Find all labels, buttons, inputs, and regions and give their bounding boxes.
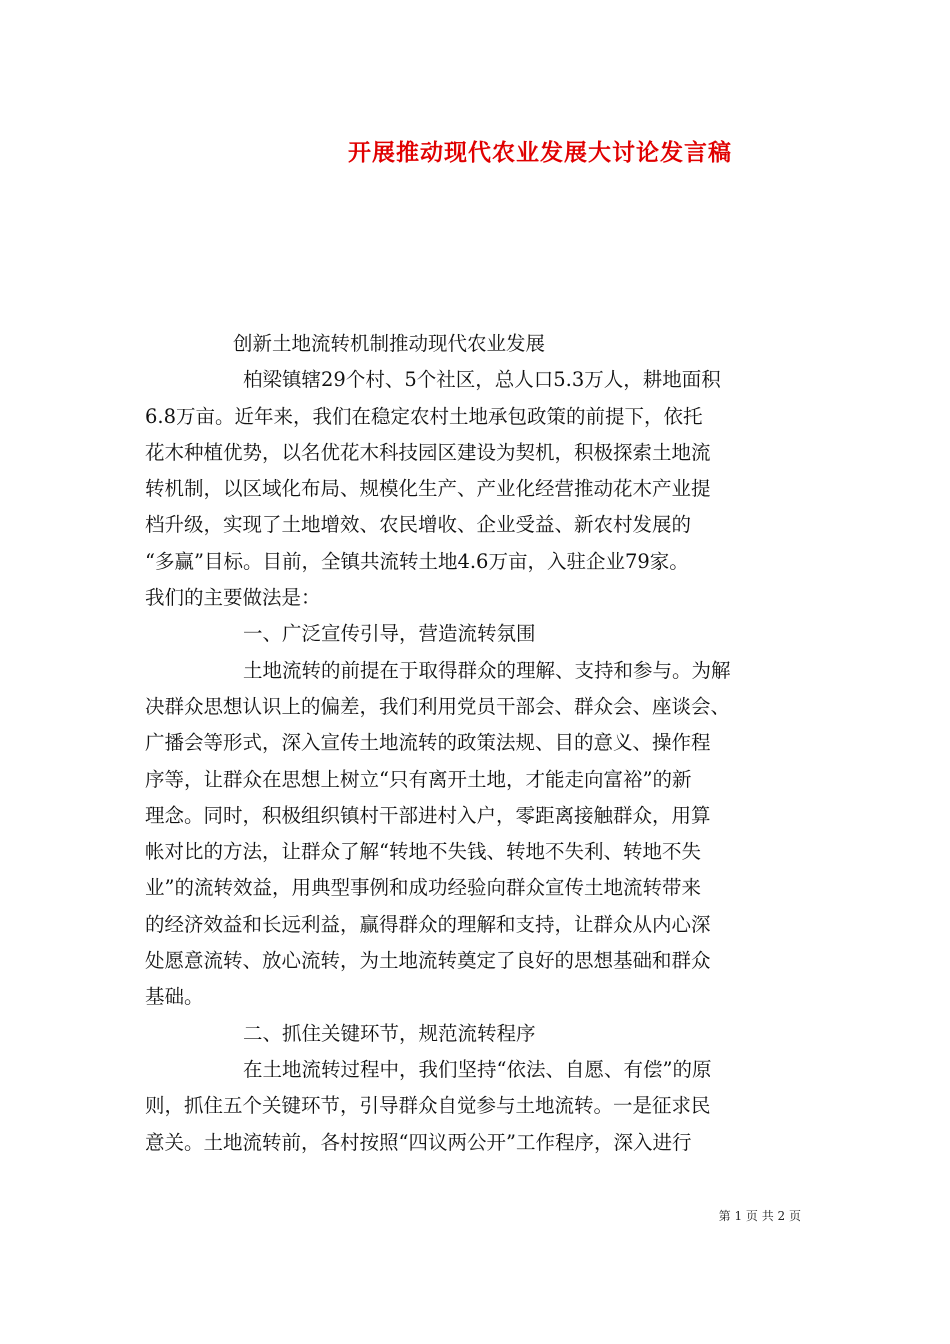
paragraph-line: 序等，让群众在思想上树立“只有离开土地，才能走向富裕”的新 bbox=[145, 767, 692, 791]
paragraph-line: 帐对比的方法，让群众了解“转地不失钱、转地不失利、转地不失 bbox=[145, 840, 701, 864]
paragraph-line: 处愿意流转、放心流转，为土地流转奠定了良好的思想基础和群众 bbox=[145, 949, 711, 973]
paragraph-line: 柏梁镇辖29个村、5个社区，总人口5.3万人，耕地面积 bbox=[243, 368, 721, 392]
paragraph-line: 业”的流转效益，用典型事例和成功经验向群众宣传土地流转带来 bbox=[145, 876, 701, 900]
page-footer: 第 1 页 共 2 页 bbox=[718, 1209, 801, 1223]
paragraph-line: 档升级，实现了土地增效、农民增收、企业受益、新农村发展的 bbox=[145, 513, 692, 537]
paragraph-line: 在土地流转过程中，我们坚持“依法、自愿、有偿”的原 bbox=[243, 1057, 712, 1081]
paragraph-line: 广播会等形式，深入宣传土地流转的政策法规、目的意义、操作程 bbox=[145, 731, 711, 755]
paragraph-line: 则，抓住五个关键环节，引导群众自觉参与土地流转。一是征求民 bbox=[145, 1094, 711, 1118]
document-body bbox=[145, 326, 807, 1161]
paragraph-line: 决群众思想认识上的偏差，我们利用党员干部会、群众会、座谈会、 bbox=[145, 694, 731, 718]
paragraph-line: 土地流转的前提在于取得群众的理解、支持和参与。为解 bbox=[243, 658, 731, 682]
document-subtitle: 创新土地流转机制推动现代农业发展 bbox=[233, 332, 546, 355]
paragraph-line: 基础。 bbox=[145, 985, 204, 1009]
paragraph-line: 6.8万亩。近年来，我们在稳定农村土地承包政策的前提下，依托 bbox=[145, 404, 703, 428]
paragraph-line: 我们的主要做法是： bbox=[145, 586, 321, 610]
paragraph-line: 转机制，以区域化布局、规模化生产、产业化经营推动花木产业提 bbox=[145, 477, 711, 501]
paragraph-line: “多赢”目标。目前，全镇共流转土地4.6万亩，入驻企业79家。 bbox=[145, 549, 689, 573]
paragraph-line: 理念。同时，积极组织镇村干部进村入户，零距离接触群众，用算 bbox=[145, 803, 711, 827]
document-title: 开展推动现代农业发展大讨论发言稿 bbox=[348, 139, 732, 166]
paragraph-line: 花木种植优势，以名优花木科技园区建设为契机，积极探索土地流 bbox=[145, 440, 711, 464]
paragraph-line: 的经济效益和长远利益，赢得群众的理解和支持，让群众从内心深 bbox=[145, 912, 711, 936]
paragraph-line: 意关。土地流转前，各村按照“四议两公开”工作程序，深入进行 bbox=[145, 1130, 692, 1154]
section-heading: 一、广泛宣传引导，营造流转氛围 bbox=[243, 622, 536, 646]
section-heading: 二、抓住关键环节，规范流转程序 bbox=[243, 1021, 536, 1045]
